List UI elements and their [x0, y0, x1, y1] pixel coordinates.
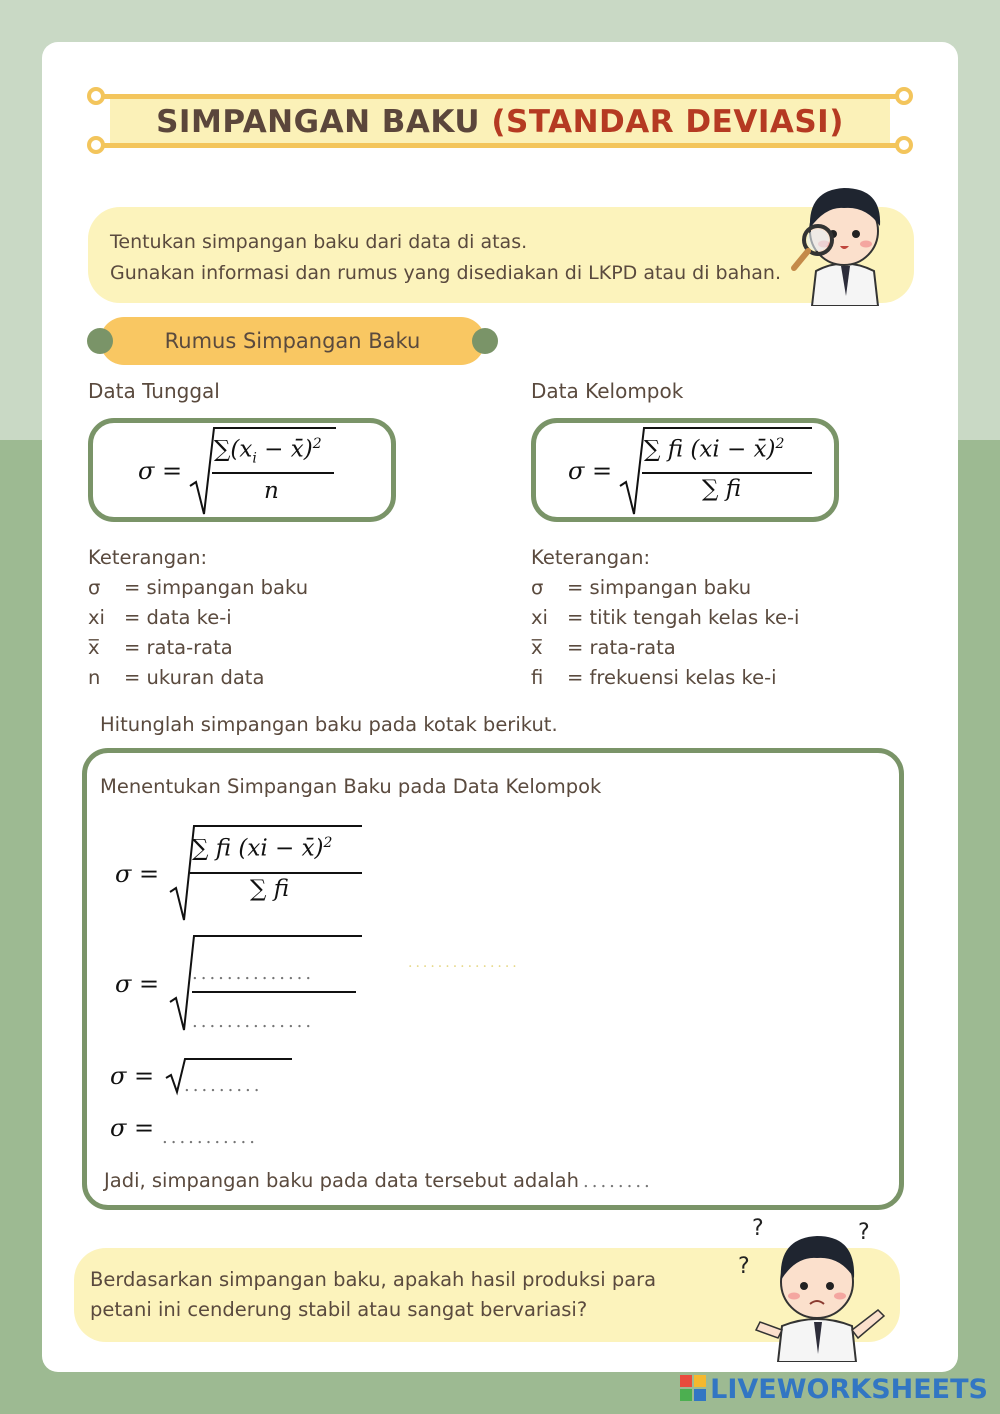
banner-ring [87, 136, 105, 154]
banner-ring [895, 136, 913, 154]
legend-title: Keterangan: [531, 546, 651, 569]
radical-sign [188, 420, 338, 520]
single-numerator: $\sum(x_i$ − x̄)$^2$ [214, 436, 322, 467]
step2-denominator-input[interactable] [192, 1008, 362, 1034]
step4-result-input[interactable] [162, 1124, 302, 1150]
group-legend [531, 543, 799, 693]
sigma-equals: σ = [110, 1062, 155, 1090]
pill-dot [472, 328, 498, 354]
sigma-equals: σ = [115, 970, 160, 998]
fraction-line [642, 472, 812, 474]
conclusion-input[interactable] [583, 1168, 683, 1194]
liveworksheets-brand: LIVEWORKSHEETS [680, 1373, 988, 1407]
banner-rod-top [96, 94, 904, 99]
step1-denominator: ∑ fi [250, 876, 290, 902]
exercise-prompt: Hitunglah simpangan baku pada kotak berikut. [100, 713, 558, 736]
group-denominator: ∑ fi [702, 476, 742, 502]
brand-logo-icon [680, 1375, 706, 1401]
question-mark: ? [858, 1220, 870, 1245]
single-legend [88, 543, 308, 693]
fraction-line [192, 991, 356, 993]
conclusion-text: Jadi, simpangan baku pada data tersebut adalah [104, 1169, 579, 1192]
sigma-equals: σ = [110, 1114, 155, 1142]
question-line: Berdasarkan simpangan baku, apakah hasil produksi para [90, 1268, 657, 1291]
group-data-heading: Data Kelompok [531, 379, 684, 403]
banner-ring [87, 87, 105, 105]
legend-row: σ = simpangan baku [531, 576, 752, 599]
question-line: petani ini cenderung stabil atau sangat bervariasi? [90, 1298, 588, 1321]
fraction-line [190, 872, 362, 874]
pill-dot [87, 328, 113, 354]
radical-sign [618, 420, 814, 520]
step1-numerator: ∑ fi (xi − x̄)$^2$ [192, 835, 333, 862]
legend-row: n = ukuran data [88, 666, 265, 689]
instruction-line: Gunakan informasi dan rumus yang disediakan di LKPD atau di bahan. [110, 262, 782, 284]
question-mark: ? [752, 1216, 764, 1241]
legend-row: σ = simpangan baku [88, 576, 309, 599]
page-title: SIMPANGAN BAKU (STANDAR DEVIASI) [156, 104, 844, 140]
step2-numerator-input[interactable] [192, 960, 362, 986]
legend-title: Keterangan: [88, 546, 208, 569]
legend-row: x̅ = rata-rata [88, 636, 233, 659]
formula-pill: Rumus Simpangan Baku [100, 317, 485, 365]
legend-row: x̅ = rata-rata [531, 636, 676, 659]
question-mark: ? [738, 1254, 750, 1279]
legend-row: xi = data ke-i [88, 606, 232, 629]
legend-row: xi = titik tengah kelas ke-i [531, 606, 800, 629]
single-data-heading: Data Tunggal [88, 379, 220, 403]
banner-ring [895, 87, 913, 105]
step3-input[interactable] [184, 1072, 294, 1098]
fraction-line [212, 472, 334, 474]
faint-blank: ............... [408, 955, 520, 971]
sigma-equals: σ = [568, 457, 613, 485]
confused-student-illustration [752, 1226, 892, 1362]
instruction-line: Tentukan simpangan baku dari data di atas. [110, 231, 528, 253]
single-denominator: n [264, 478, 279, 504]
legend-row: fi = frekuensi kelas ke-i [531, 666, 777, 689]
student-magnifier-illustration [786, 176, 901, 306]
exercise-box-title: Menentukan Simpangan Baku pada Data Kelompok [100, 775, 602, 798]
sigma-equals: σ = [115, 860, 160, 888]
sigma-equals: σ = [138, 457, 183, 485]
group-numerator: ∑ fi (xi − x̄)$^2$ [644, 436, 785, 463]
